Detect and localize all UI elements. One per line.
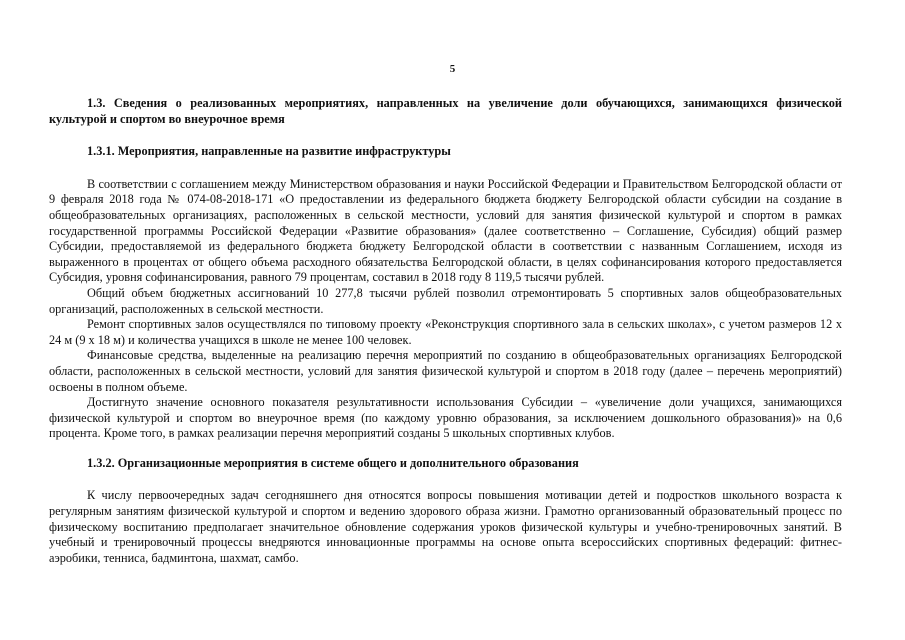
section-heading-1-3: 1.3. Сведения о реализованных мероприятиях, направленных на увеличение доли обучающихся, занимающихся физической культурой и спортом во внеурочное время — [49, 96, 842, 126]
document-body — [49, 96, 842, 566]
page-number: 5 — [449, 63, 456, 75]
paragraph: Общий объем бюджетных ассигнований 10 277,8 тысячи рублей позволил отремонтировать 5 спортивных залов общеобразовательных организаций, расположенных в сельской местности. — [49, 285, 842, 316]
paragraph: Финансовые средства, выделенные на реализацию перечня мероприятий по созданию в общеобразовательных организациях Белгородской области, расположенных в сельской местности, условий для занятия физической культурой и спортом в 2018 году (далее – перечень мероприятий) освоены в полном объеме. — [49, 348, 842, 394]
paragraph: К числу первоочередных задач сегодняшнего дня относятся вопросы повышения мотивации детей и подростков школьного возраста к регулярным занятиям физической культурой и спортом и ведению здорового образа жизни. Грамотно организованный образовательный процесс по физическому воспитанию предполагает значительное обновление содержания уроков физической культуры и учебно-тренировочных занятий. В учебный и тренировочный процессы внедряются инновационные программы на основе опыта всероссийских спортивных федераций: фитнес-аэробики, тенниса, бадминтона, шахмат, самбо. — [49, 488, 842, 565]
paragraph: Достигнуто значение основного показателя результативности использования Субсидии – «увеличение доли учащихся, занимающихся физической культурой и спортом во внеурочное время (по каждому уровню образования, за исключением дошкольного образования)» на 0,6 процента. Кроме того, в рамках реализации перечня мероприятий созданы 5 школьных спортивных клубов. — [49, 395, 842, 441]
section-spacer — [49, 442, 842, 456]
paragraph: Ремонт спортивных залов осуществлялся по типовому проекту «Реконструкция спортивного зала в сельских школах», с учетом размеров 12 х 24 м (9 х 18 м) и количества учащихся в школе не менее 100 человек. — [49, 317, 842, 347]
paragraph: В соответствии с соглашением между Министерством образования и науки Российской Федерации и Правительством Белгородской области от 9 февраля 2018 года № 074-08-2018-171 «О предоставлении из федерального бюджета бюджету Белгородской области субсидии на создание в общеобразовательных организациях, расположенных в сельской местности, условий для занятия физической культурой и спортом в рамках государственной программы Российской Федерации «Развитие образования» (далее соответственно – Соглашение, Субсидия) общий размер Субсидии, предоставляемой из федерального бюджета бюджету Белгородской области в соответствии с названным Соглашением, исходя из выраженного в процентах от общего объема расходного обязательства Белгородской области, в целях софинансирования которого предоставляется Субсидия, уровня софинансирования, равного 79 процентам, составил в 2018 году 8 119,5 тысячи рублей. — [49, 176, 842, 285]
section-heading-1-3-1: 1.3.1. Мероприятия, направленные на развитие инфраструктуры — [87, 144, 451, 159]
section-heading-1-3-2: 1.3.2. Организационные мероприятия в системе общего и дополнительного образования — [87, 455, 579, 470]
